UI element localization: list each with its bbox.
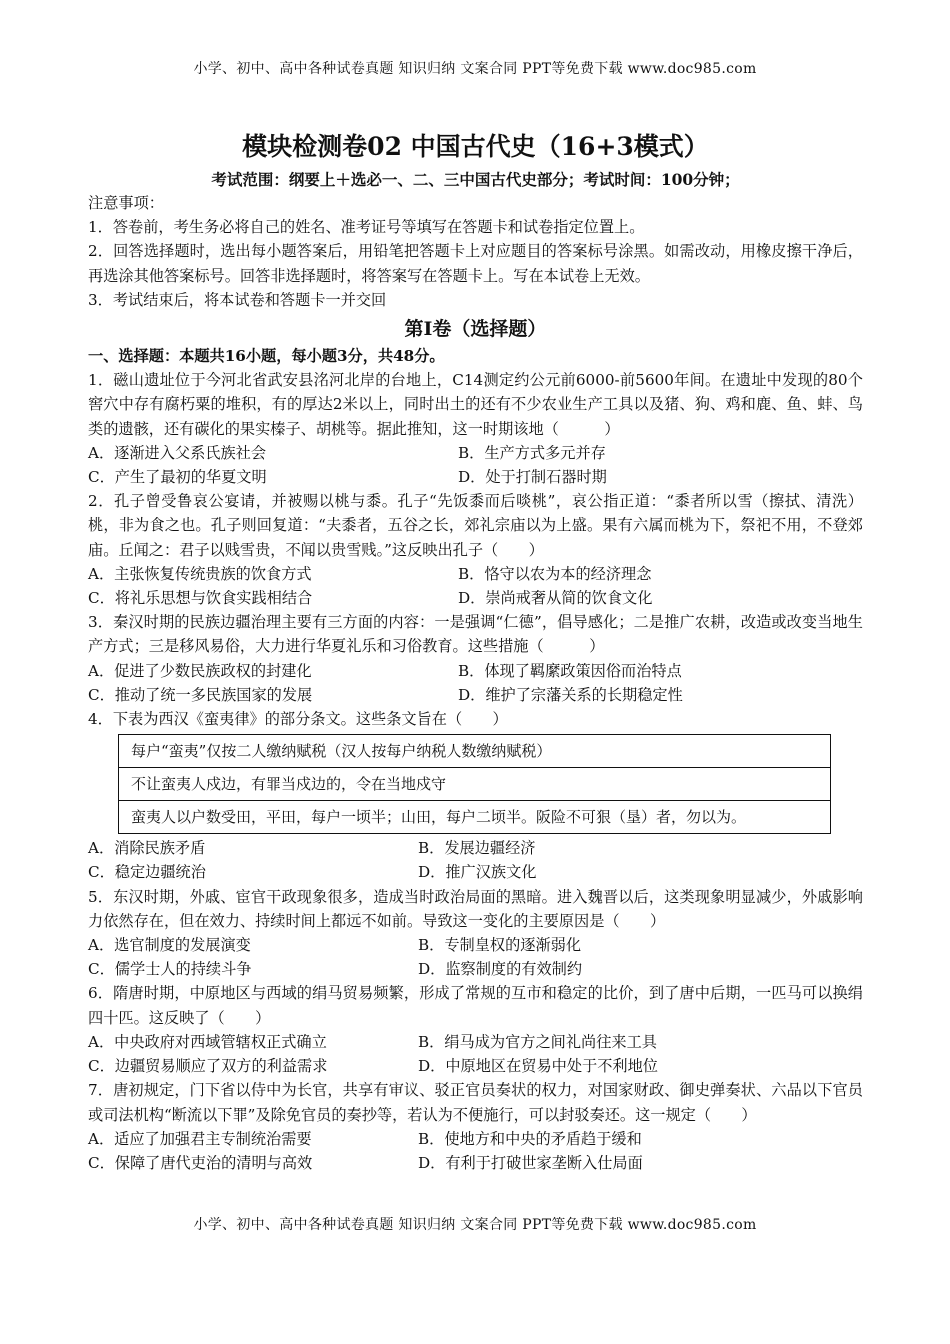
- option-a: A．主张恢复传统贵族的饮食方式: [88, 564, 312, 583]
- option-c: C．保障了唐代吏治的清明与高效: [88, 1153, 313, 1172]
- law-articles-table: [118, 734, 831, 834]
- option-d: D．维护了宗藩关系的长期稳定性: [458, 685, 683, 704]
- option-a: A．逐渐进入父系氏族社会: [88, 443, 267, 462]
- option-b: B．专制皇权的逐渐弱化: [418, 936, 582, 955]
- question-2-stem: 2．孔子曾受鲁哀公宴请，并被赐以桃与黍。孔子“先饭黍而后啖桃”，哀公指正道：“黍者所以雪（擦拭、清洗）桃，非为食之也。孔子则回复道：“夫黍者，五谷之长，郊礼宗庙以为上盛。果有六属而桃为下，祭祀不用，不登郊庙。丘闻之：君子以贱雪贵，不闻以贵雪贱。”这反映出孔子（ ）: [88, 492, 863, 559]
- option-c: C．儒学士人的持续斗争: [88, 960, 252, 979]
- question-7-stem: 7．唐初规定，门下省以侍中为长官，共享有审议、驳正官员奏状的权力，对国家财政、御史弹奏状、六品以下官员或司法机构“断流以下罪”及除免官员的奏抄等，若认为不便施行，可以封驳奏还。这一规定（ ）: [88, 1081, 863, 1124]
- table-row: [119, 735, 831, 768]
- option-c: C．产生了最初的华夏文明: [88, 468, 267, 487]
- note-3: 3．考试结束后，将本试卷和答题卡一并交回: [88, 290, 387, 309]
- table-row: [119, 801, 831, 834]
- note-2: 2．回答选择题时，选出每小题答案后，用铅笔把答题卡上对应题目的答案标号涂黑。如需改动，用橡皮擦干净后，再选涂其他答案标号。回答非选择题时，将答案写在答题卡上。写在本试卷上无效。: [88, 242, 863, 285]
- option-d: D．监察制度的有效制约: [418, 960, 583, 979]
- question-2-options: [88, 562, 863, 610]
- exam-title: 模块检测卷02 中国古代史（16+3模式）: [242, 132, 709, 161]
- question-5-options: [88, 933, 863, 981]
- option-a: A．适应了加强君主专制统治需要: [88, 1129, 312, 1148]
- option-b: B．绢马成为官方之间礼尚往来工具: [418, 1032, 657, 1051]
- option-b: B．使地方和中央的矛盾趋于缓和: [418, 1129, 642, 1148]
- option-d: D．中原地区在贸易中处于不利地位: [418, 1057, 658, 1076]
- question-4-stem: 4．下表为西汉《蛮夷律》的部分条文。这些条文旨在（ ）: [88, 710, 508, 729]
- option-d: D．处于打制石器时期: [458, 468, 607, 487]
- question-3-stem: 3．秦汉时期的民族边疆治理主要有三方面的内容：一是强调“仁德”，倡导感化；二是推广农耕，改造或改变当地生产方式；三是移风易俗，大力进行华夏礼乐和习俗教育。这些措施（ ）: [88, 613, 863, 656]
- question-5-stem: 5．东汉时期，外戚、宦官干政现象很多，造成当时政治局面的黑暗。进入魏晋以后，这类现象明显减少，外戚影响力依然存在，但在效力、持续时间上都远不如前。导致这一变化的主要原因是（ ）: [88, 887, 863, 930]
- option-c: C．推动了统一多民族国家的发展: [88, 685, 313, 704]
- table-cell: 每户“蛮夷”仅按二人缴纳赋税（汉人按每户纳税人数缴纳赋税）: [119, 735, 831, 768]
- note-1: 1．答卷前，考生务必将自己的姓名、准考证号等填写在答题卡和试卷指定位置上。: [88, 218, 645, 237]
- table-cell: 蛮夷人以户数受田，平田，每户一顷半；山田，每户二顷半。阪险不可狠（垦）者，勿以为。: [119, 801, 831, 834]
- notes-heading: 注意事项：: [88, 194, 164, 212]
- question-6-stem: 6．隋唐时期，中原地区与西域的绢马贸易频繁，形成了常规的互市和稳定的比价，到了唐中后期，一匹马可以换绢四十匹。这反映了（ ）: [88, 984, 863, 1027]
- option-b: B．体现了羁縻政策因俗而治特点: [458, 661, 682, 680]
- option-d: D．崇尚戒奢从简的饮食文化: [458, 589, 653, 608]
- option-a: A．促进了少数民族政权的封建化: [88, 661, 312, 680]
- table-row: [119, 768, 831, 801]
- option-b: B．发展边疆经济: [418, 839, 536, 858]
- question-1-options: [88, 441, 863, 489]
- option-c: C．稳定边疆统治: [88, 863, 206, 882]
- option-a: A．选官制度的发展演变: [88, 936, 251, 955]
- option-a: A．消除民族矛盾: [88, 839, 206, 858]
- exam-content: [88, 130, 863, 1175]
- section-title: 第I卷（选择题）: [404, 318, 547, 341]
- question-1-stem: 1．磁山遗址位于今河北省武安县洺河北岸的台地上，C14测定约公元前6000-前5600年间。在遗址中发现的80个窖穴中存有腐朽粟的堆积，有的厚达2米以上，同时出土的还有不少农业生产工具以及猪、狗、鸡和鹿、鱼、蚌、鸟类的遗骸，还有碳化的果实榛子、胡桃等。据此推知，这一时期该地（ ）: [88, 371, 863, 438]
- page-footer: 小学、初中、高中各种试卷真题 知识归纳 文案合同 PPT等免费下载 www.doc985.com: [193, 1217, 757, 1233]
- question-6-options: [88, 1030, 863, 1078]
- option-a: A．中央政府对西域管辖权正式确立: [88, 1032, 327, 1051]
- option-d: D．有利于打破世家垄断入仕局面: [418, 1153, 643, 1172]
- question-4-options: [88, 836, 863, 884]
- question-3-options: [88, 659, 863, 707]
- table-cell: 不让蛮夷人戍边，有罪当戍边的，令在当地戍守: [119, 768, 831, 801]
- option-b: B．生产方式多元并存: [458, 443, 606, 462]
- part-heading: 一、选择题：本题共16小题，每小题3分，共48分。: [88, 347, 445, 366]
- question-7-options: [88, 1127, 863, 1175]
- exam-range: 考试范围：纲要上＋选必一、二、三中国古代史部分；考试时间：100分钟；: [211, 170, 740, 189]
- option-c: C．边疆贸易顺应了双方的利益需求: [88, 1057, 328, 1076]
- option-c: C．将礼乐思想与饮食实践相结合: [88, 589, 313, 608]
- option-d: D．推广汉族文化: [418, 863, 537, 882]
- option-b: B．恪守以农为本的经济理念: [458, 564, 652, 583]
- page-header: 小学、初中、高中各种试卷真题 知识归纳 文案合同 PPT等免费下载 www.doc985.com: [193, 61, 757, 77]
